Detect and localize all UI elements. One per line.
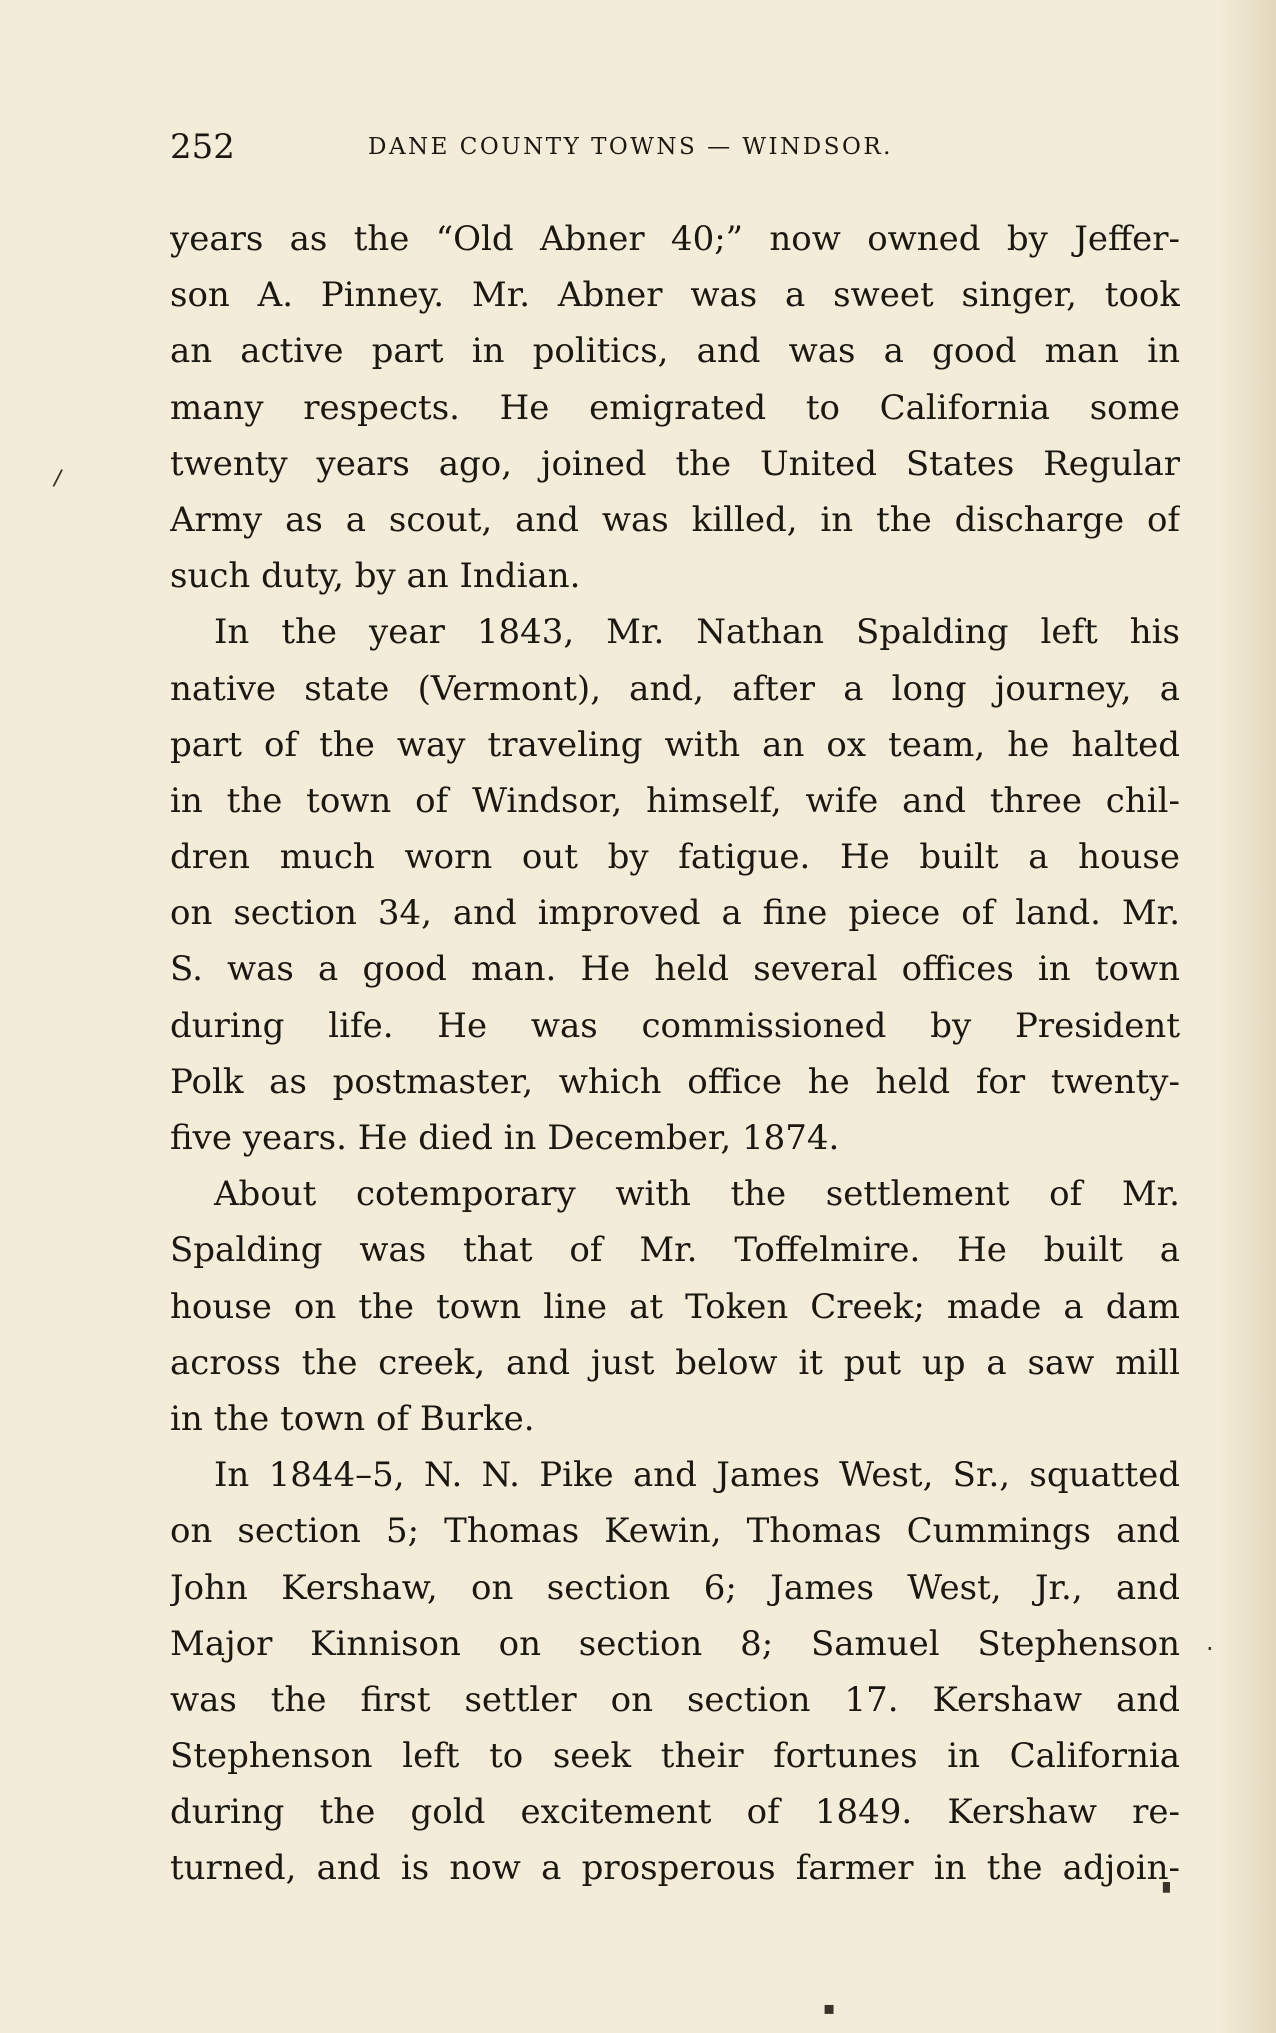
- text-line: S. was a good man. He held several offices in town: [170, 949, 1180, 990]
- text-line: turned, and is now a prosperous farmer in the adjoin-: [170, 1848, 1180, 1889]
- text-line: house on the town line at Token Creek; made a dam: [170, 1286, 1180, 1327]
- bottom-speck-mark: ▪: [823, 1998, 836, 2019]
- text-line: son A. Pinney. Mr. Abner was a sweet singer, took: [170, 275, 1180, 316]
- text-line: Spalding was that of Mr. Toffelmire. He built a: [170, 1230, 1180, 1271]
- text-line: Army as a scout, and was killed, in the discharge of: [170, 499, 1180, 540]
- text-line: on section 34, and improved a fine piece of land. Mr.: [170, 893, 1180, 934]
- text-line: native state (Vermont), and, after a long journey, a: [170, 668, 1180, 709]
- text-line: an active part in politics, and was a good man in: [170, 331, 1180, 372]
- text-line: In the year 1843, Mr. Nathan Spalding left his: [214, 612, 1180, 653]
- text-line: Polk as postmaster, which office he held for twenty-: [170, 1061, 1180, 1102]
- text-line: was the first settler on section 17. Kershaw and: [170, 1679, 1180, 1720]
- text-line: Major Kinnison on section 8; Samuel Stephenson: [170, 1623, 1180, 1664]
- text-line: John Kershaw, on section 6; James West, Jr., and: [170, 1567, 1180, 1608]
- text-line: Stephenson left to seek their fortunes in California: [170, 1736, 1180, 1777]
- margin-dot-mark: .: [1206, 1628, 1214, 1656]
- text-line: In 1844–5, N. N. Pike and James West, Sr., squatted: [214, 1455, 1180, 1496]
- text-line: during the gold excitement of 1849. Kershaw re-: [170, 1792, 1180, 1833]
- text-line: part of the way traveling with an ox team, he halted: [170, 724, 1180, 765]
- text-line: across the creek, and just below it put up a saw mill: [170, 1342, 1180, 1383]
- text-line: on section 5; Thomas Kewin, Thomas Cummings and: [170, 1511, 1180, 1552]
- text-line: dren much worn out by fatigue. He built a house: [170, 837, 1180, 878]
- text-line: years as the “Old Abner 40;” now owned by Jeffer-: [170, 219, 1180, 259]
- page-number: 252: [170, 127, 235, 167]
- page-header: [170, 122, 1180, 172]
- text-line: in the town of Burke.: [170, 1398, 535, 1439]
- text-line: in the town of Windsor, himself, wife and three chil-: [170, 780, 1180, 821]
- margin-pencil-mark: /: [51, 465, 64, 492]
- margin-tick-mark: ▘: [1163, 1883, 1177, 1904]
- body-text: [170, 211, 1180, 1897]
- page-edge-shadow: [1216, 0, 1276, 2033]
- text-line: during life. He was commissioned by President: [170, 1005, 1180, 1046]
- running-head: DANE COUNTY TOWNS — WINDSOR.: [368, 134, 893, 160]
- text-line: many respects. He emigrated to California some: [170, 387, 1180, 428]
- text-line: About cotemporary with the settlement of Mr.: [214, 1174, 1180, 1215]
- text-line: such duty, by an Indian.: [170, 556, 581, 597]
- text-line: twenty years ago, joined the United States Regular: [170, 443, 1180, 484]
- text-line: five years. He died in December, 1874.: [170, 1118, 840, 1158]
